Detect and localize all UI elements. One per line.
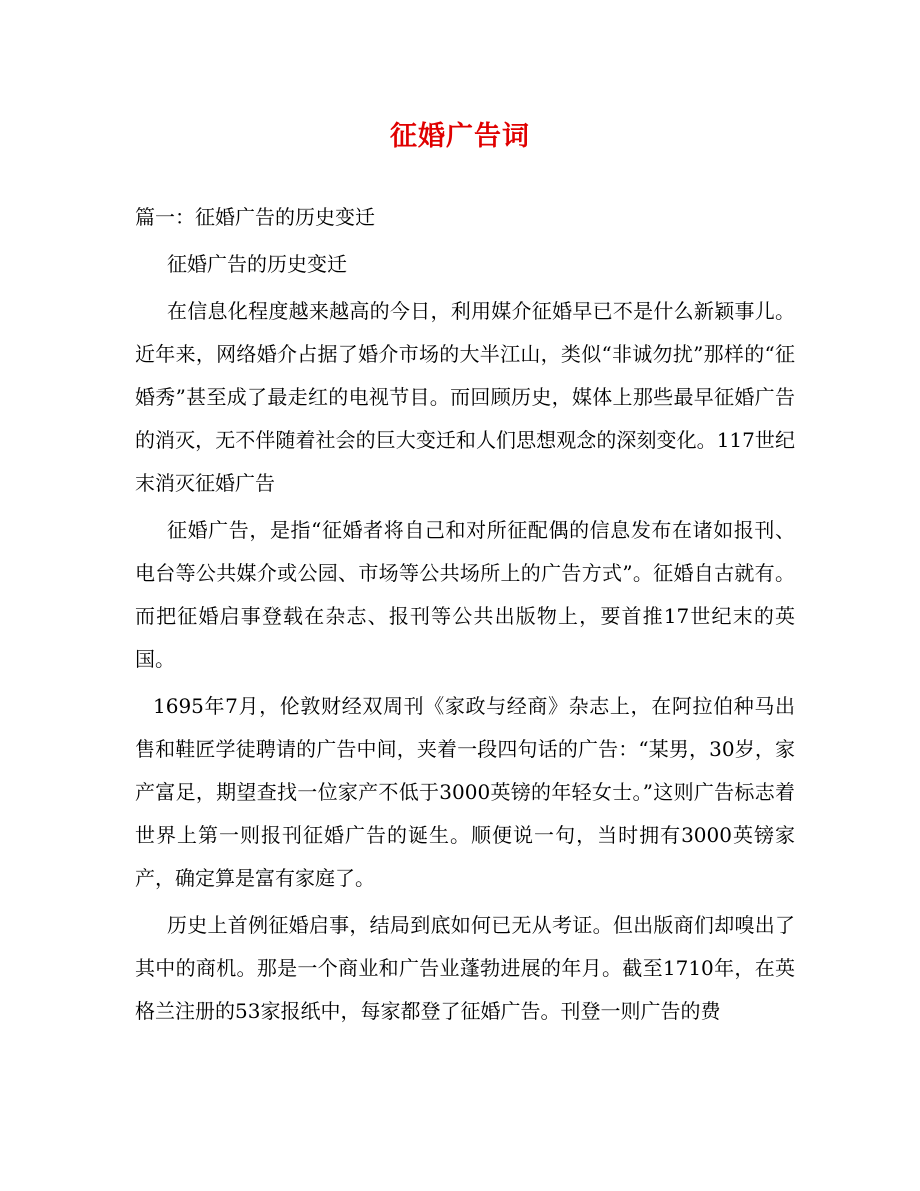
paragraph-4: 历史上首例征婚启事，结局到底如何已无从考证。但出版商们却嗅出了其中的商机。那是一个商业和广告业蓬勃进展的年月。截至1710年，在英格兰注册的53家报纸中，每家都登了征婚广告。刊登一则广告的费: [135, 913, 795, 1023]
section-heading: 篇一：征婚广告的历史变迁: [135, 205, 375, 229]
document-body: [135, 196, 795, 1037]
paragraph-3: 1695年7月，伦敦财经双周刊《家政与经商》杂志上，在阿拉伯种马出售和鞋匠学徒聘请的广告中间，夹着一段四句话的广告：“某男，30岁，家产富足，期望查找一位家产不低于3000英镑的年轻女士。”这则广告标志着世界上第一则报刊征婚广告的诞生。顺便说一句，当时拥有3000英镑家产，确定算是富有家庭了。: [135, 694, 795, 890]
paragraph-1: 在信息化程度越来越高的今日，利用媒介征婚早已不是什么新颖事儿。近年来，网络婚介占据了婚介市场的大半江山，类似“非诚勿扰”那样的“征婚秀”甚至成了最走红的电视节目。而回顾历史，媒体上那些最早征婚广告的消灭，无不伴随着社会的巨大变迁和人们思想观念的深刻变化。117世纪末消灭征婚广告: [135, 299, 795, 495]
paragraph-2: 征婚广告，是指“征婚者将自己和对所征配偶的信息发布在诸如报刊、电台等公共媒介或公园、市场等公共场所上的广告方式”。征婚自古就有。而把征婚启事登载在杂志、报刊等公共出版物上，要首推17世纪末的英国。: [135, 518, 795, 671]
document-title: 征婚广告词: [390, 121, 530, 152]
subheading: 征婚广告的历史变迁: [167, 252, 347, 276]
